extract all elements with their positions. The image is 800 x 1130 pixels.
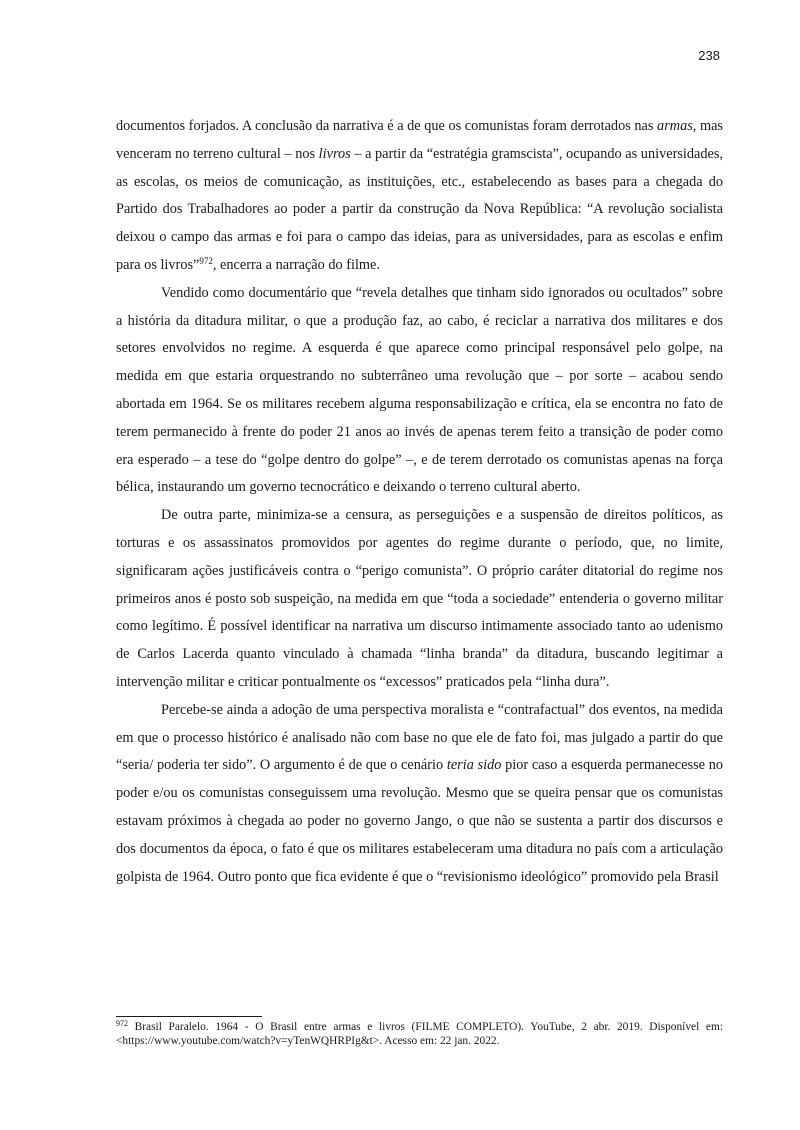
text-run: , encerra a narração do filme. (212, 256, 380, 273)
text-run: De outra parte, minimiza-se a censura, as perseguições e a suspensão de direitos políticos, as torturas e os assassinatos promovidos por agentes do regime durante o período, que, no limite, significaram ações justificáveis contra o “perigo comunista”. O próprio caráter ditatorial do regime nos primeiros anos é posto sob suspeição, na medida em que “toda a sociedade” entenderia o governo militar como legítimo. É possível identificar na narrativa um discurso intimamente associado tanto ao udenismo de Carlos Lacerda quanto vinculado à chamada “linha branda” da ditadura, buscando legitimar a intervenção militar e criticar pontualmente os “excessos” praticados pela “linha dura”. (116, 507, 723, 690)
footnote-separator (116, 1016, 262, 1017)
page-number: 238 (698, 48, 720, 63)
italic-term: teria sido (446, 757, 502, 774)
footnote-reference: 972 (199, 255, 213, 266)
text-run: documentos forjados. A conclusão da narrativa é a de que os comunistas foram derrotados nas (116, 118, 658, 134)
italic-term: livros (318, 145, 351, 162)
body-text (116, 113, 723, 891)
text-run: pior caso a esquerda permanecesse no poder e/ou os comunistas conseguissem uma revolução. Mesmo que se queira pensar que os comunistas estavam próximos à chegada ao poder no governo Jango, o que não se sustenta a partir dos discursos e dos documentos da época, o fato é que os militares estabeleceram uma ditadura no país com a articulação golpista de 1964. Outro ponto que fica evidente é que o “revisionismo ideológico” promovido pela Brasil (116, 757, 723, 885)
footnote-text: Brasil Paralelo. 1964 - O Brasil entre armas e livros (FILME COMPLETO). YouTube, 2 abr. 2019. Disponível em: <https://www.youtube.com/watch?v=yTenWQHRPIg&t>. Acesso em: 22 jan. 2022. (116, 1021, 723, 1047)
footnote (116, 1020, 723, 1048)
text-run: – a partir da “estratégia gramscista”, ocupando as universidades, as escolas, os meios de comunicação, as instituições, etc., estabelecendo as bases para a chegada do Partido dos Trabalhadores ao poder a partir da construção da Nova República: “A revolução socialista deixou o campo das armas e foi para o campo das ideias, para as universidades, para as escolas e enfim para os livros” (116, 145, 723, 273)
paragraph-p3 (116, 502, 723, 697)
text-run: , mas venceram no terreno cultural – nos (116, 118, 723, 162)
italic-term: armas (657, 118, 693, 134)
text-run: Percebe-se ainda a adoção de uma perspectiva moralista e “contrafactual” dos eventos, na medida em que o processo histórico é analisado não com base no que ele de fato foi, mas julgado a partir do que “seria/ poderia ter sido”. O argumento é de que o cenário (116, 701, 723, 774)
paragraph-p4 (116, 697, 723, 892)
paragraph-p2 (116, 280, 723, 502)
footnote-marker: 972 (116, 1019, 128, 1028)
text-run: Vendido como documentário que “revela detalhes que tinham sido ignorados ou ocultados” sobre a história da ditadura militar, o que a produção faz, ao cabo, é reciclar a narrativa dos militares e dos setores envolvidos no regime. A esquerda é que aparece como principal responsável pelo golpe, na medida em que estaria orquestrando no subterrâneo uma revolução que – por sorte – acabou sendo abortada em 1964. Se os militares recebem alguma responsabilização e crítica, ela se encontra no fato de terem permanecido à frente do poder 21 anos ao invés de apenas terem feito a transição de poder como era esperado – a tese do “golpe dentro do golpe” –, e de terem derrotado os comunistas apenas na força bélica, instaurando um governo tecnocrático e deixando o terreno cultural aberto. (116, 284, 723, 496)
paragraph-p1 (116, 113, 723, 280)
